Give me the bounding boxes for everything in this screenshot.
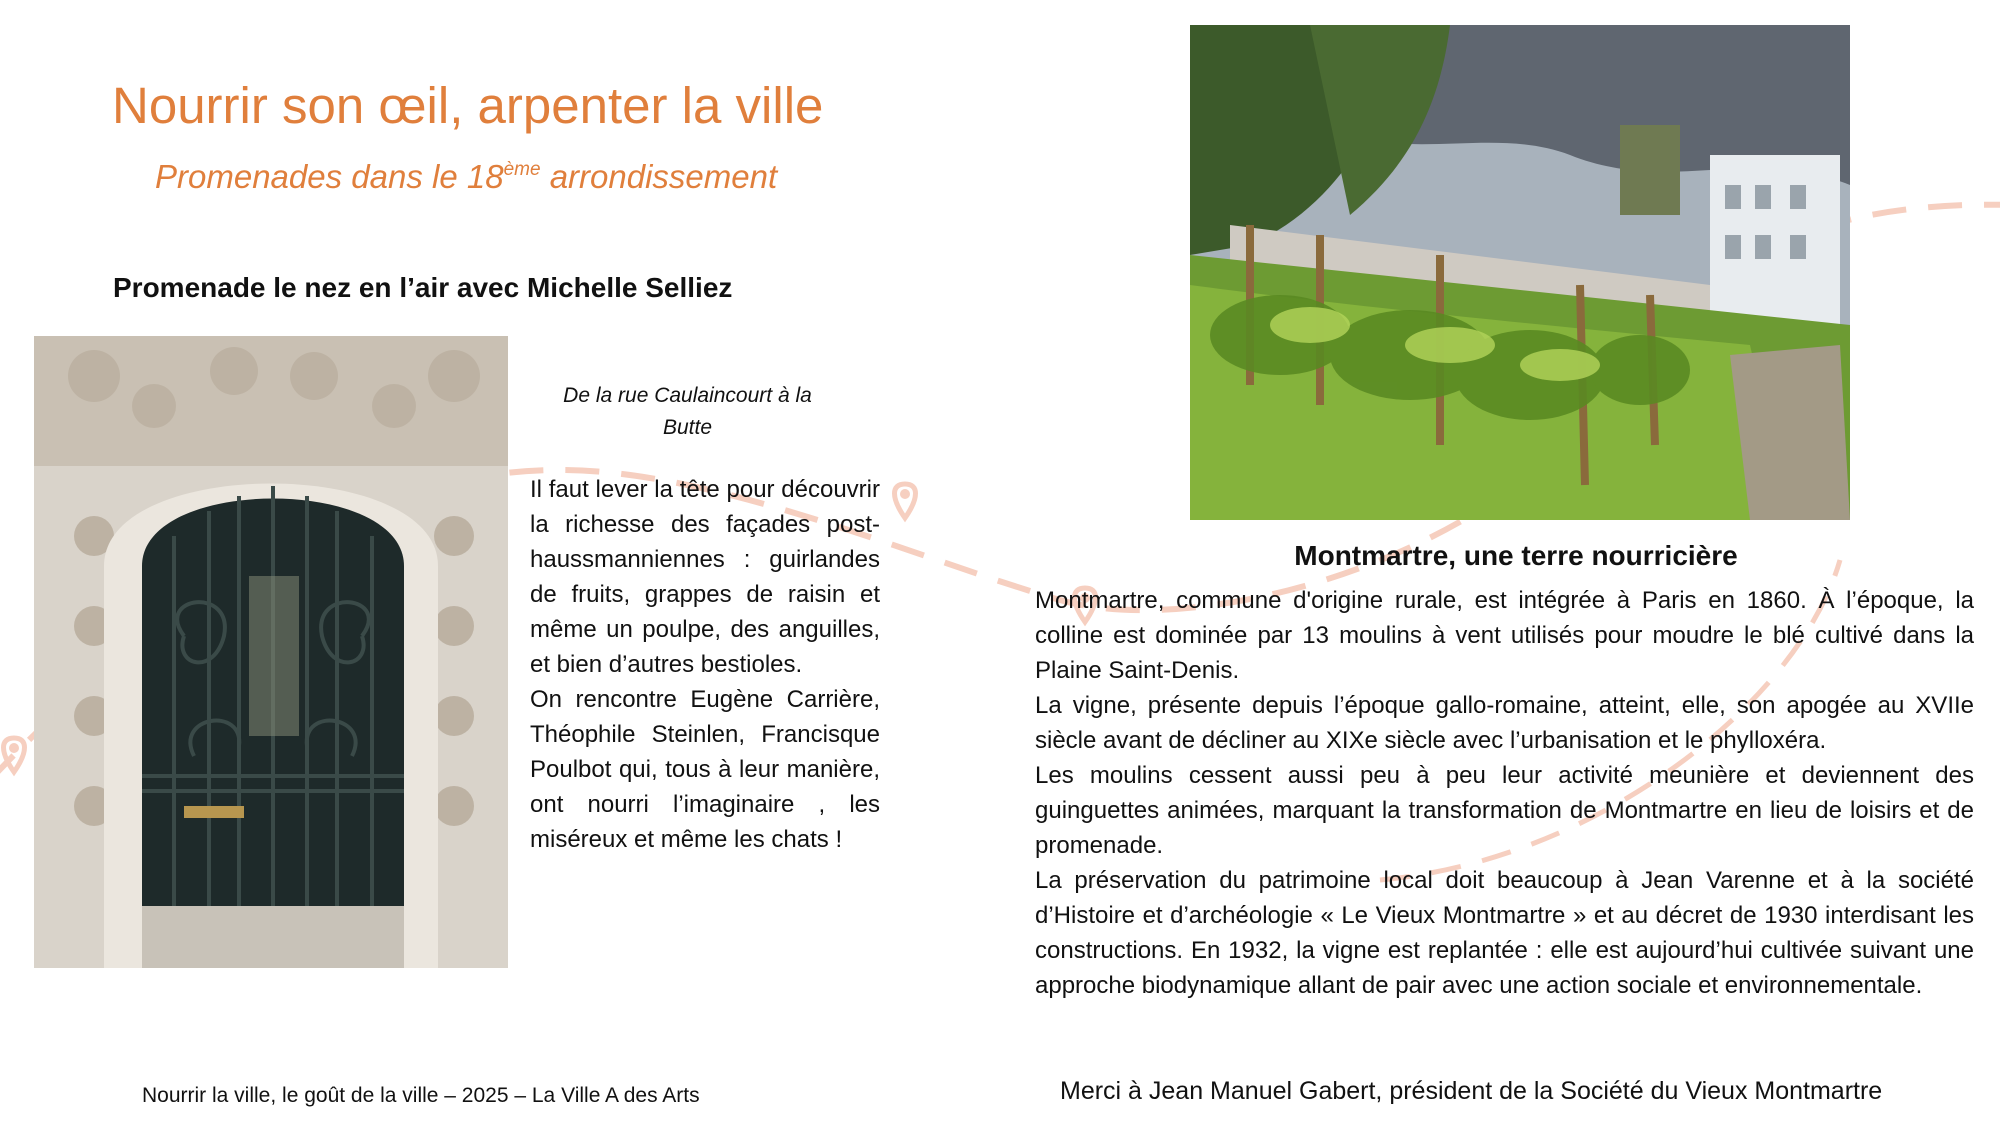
page-subtitle: Promenades dans le 18ème arrondissement: [155, 158, 778, 195]
map-pin-icon: [895, 484, 916, 518]
photo-caption: De la rue Caulaincourt à la Butte: [563, 384, 812, 439]
left-body-text: [530, 472, 880, 857]
map-pin-icon: [4, 738, 25, 772]
wrought-iron-door-photo: [34, 336, 508, 968]
right-body-text: [1035, 583, 1974, 1003]
body-paragraph: On rencontre Eugène Carrière, Théophile Steinlen, Francisque Poulbot qui, tous à leur manière, ont nourri l’imaginaire , les miséreux et même les chats !: [530, 686, 880, 853]
body-paragraph: Les moulins cessent aussi peu à peu leur activité meunière et deviennent des guinguettes animées, marquant la transformation de Montmartre en lieu de loisirs et de promenade.: [1035, 762, 1974, 859]
section-heading: Promenade le nez en l’air avec Michelle Selliez: [113, 272, 733, 303]
vineyard-photo: [1190, 25, 1850, 520]
footer-credit: Nourrir la ville, le goût de la ville – 2025 – La Ville A des Arts: [142, 1084, 700, 1107]
footer-thanks: Merci à Jean Manuel Gabert, président de la Société du Vieux Montmartre: [1060, 1077, 1883, 1105]
right-heading: Montmartre, une terre nourricière: [1294, 540, 1738, 571]
page-title: Nourrir son œil, arpenter la ville: [112, 77, 824, 134]
body-paragraph: La vigne, présente depuis l’époque gallo-romaine, atteint, elle, son apogée au XVIIe siècle avant de décliner au XIXe siècle avec l’urbanisation et le phylloxéra.: [1035, 692, 1974, 754]
body-paragraph: Il faut lever la tête pour découvrir la richesse des façades post-haussmanniennes : guirlandes de fruits, grappes de raisin et même un poulpe, des anguilles, et bien d’autres bestioles.: [530, 476, 880, 678]
body-paragraph: Montmartre, commune d'origine rurale, est intégrée à Paris en 1860. À l’époque, la colline est dominée par 13 moulins à vent utilisés pour moudre le blé cultivé dans la Plaine Saint-Denis.: [1035, 587, 1974, 684]
body-paragraph: La préservation du patrimoine local doit beaucoup à Jean Varenne et à la société d’Histoire et d’archéologie « Le Vieux Montmartre » et au décret de 1930 interdisant les constructions. En 1932, la vigne est replantée : elle est aujourd’hui cultivée suivant une approche biodynamique allant de pair avec une action sociale et environnementale.: [1035, 867, 1974, 999]
